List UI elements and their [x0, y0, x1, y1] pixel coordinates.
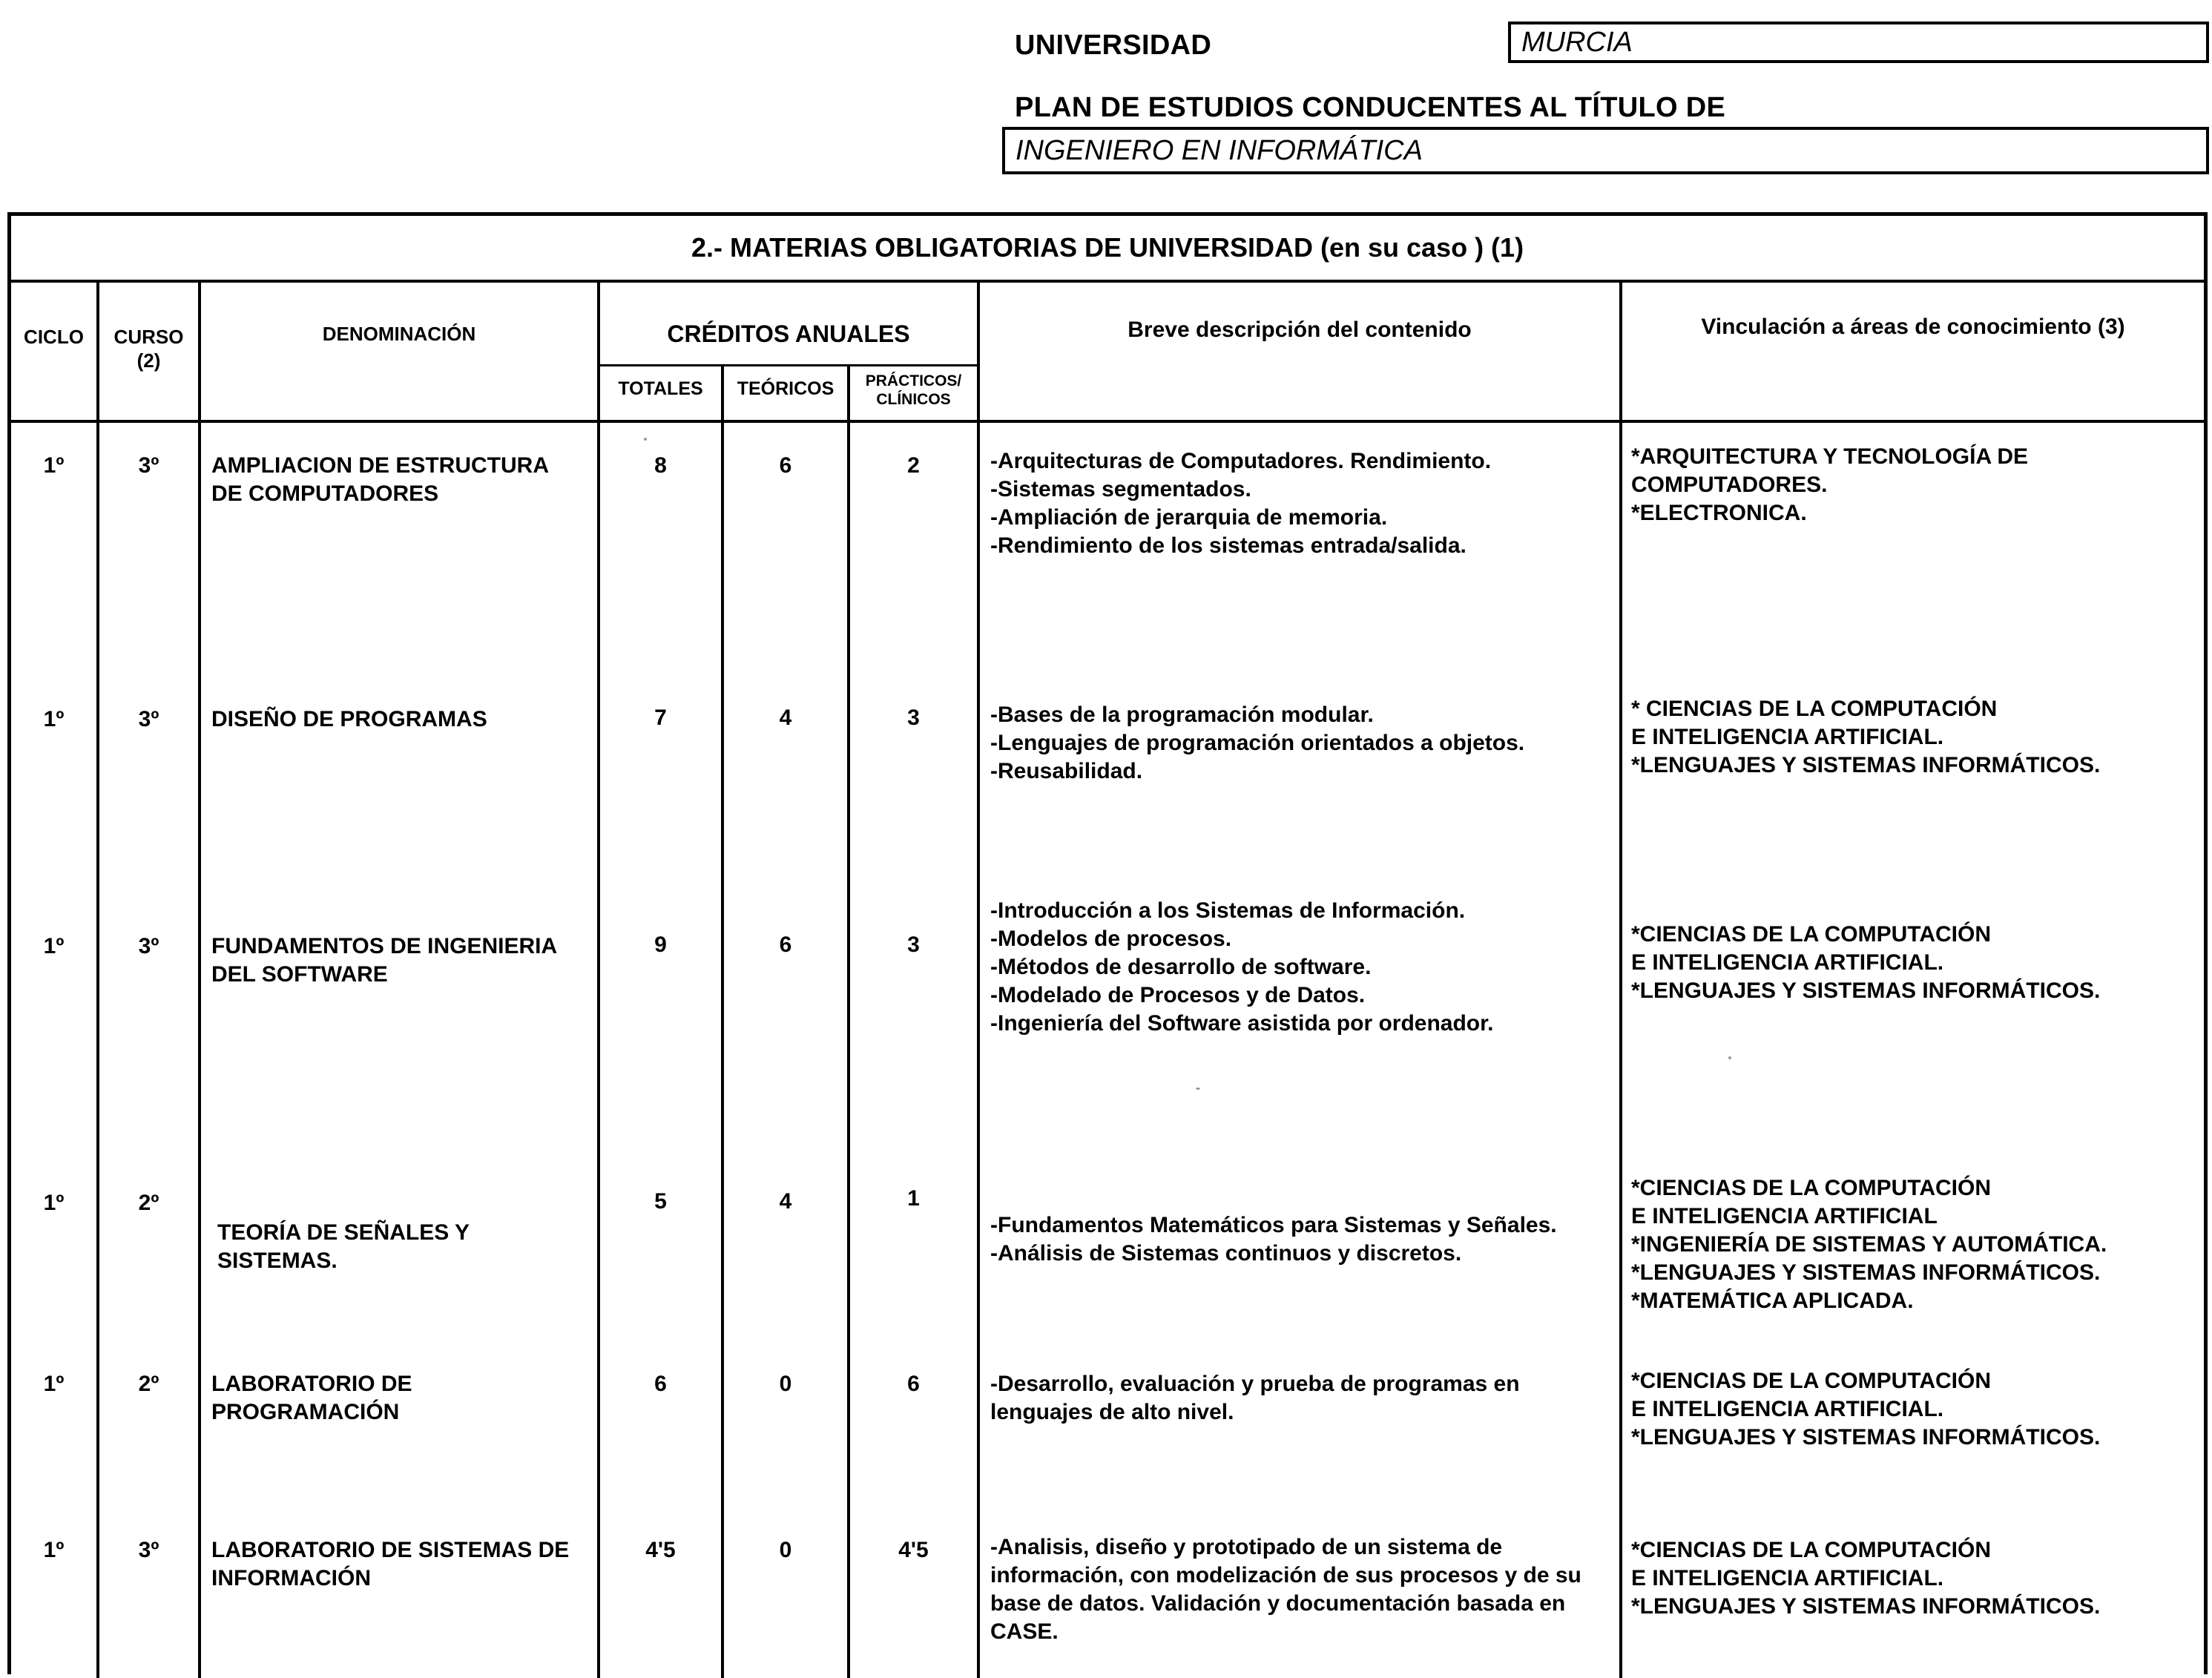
row5-denominacion: LABORATORIO DE PROGRAMACIÓN — [211, 1372, 412, 1424]
row1-vinculacion: *ARQUITECTURA Y TECNOLOGÍA DE COMPUTADORES. *ELECTRONICA. — [1631, 444, 2029, 525]
row3-totales: 9 — [654, 932, 667, 957]
rule-header-bottom — [11, 420, 2204, 423]
row1-practicos: 2 — [907, 453, 920, 478]
row2-ciclo: 1º — [43, 707, 65, 731]
plan-field — [1002, 127, 2209, 174]
header-ciclo: CICLO — [24, 326, 84, 348]
materias-table — [7, 212, 2208, 1674]
row1-teoricos: 6 — [779, 453, 792, 478]
row2-denominacion: DISEÑO DE PROGRAMAS — [211, 707, 487, 731]
row2-practicos: 3 — [907, 705, 920, 730]
rule-descripcion-vinculacion — [1619, 283, 1622, 1678]
rule-teoricos-practicos — [847, 364, 850, 1678]
row6-ciclo: 1º — [43, 1538, 65, 1562]
rule-denominacion-creditos — [597, 283, 600, 1678]
row4-descripcion: -Fundamentos Matemáticos para Sistemas y Señales. -Análisis de Sistemas continuos y discretos. — [990, 1213, 1557, 1266]
row2-totales: 7 — [654, 705, 667, 730]
header-teoricos: TEÓRICOS — [737, 378, 835, 399]
rule-creditos-descripcion — [977, 283, 980, 1678]
row5-descripcion: -Desarrollo, evaluación y prueba de programas en lenguajes de alto nivel. — [990, 1372, 1520, 1424]
row6-descripcion: -Analisis, diseño y prototipado de un sistema de información, con modelización de sus procesos y de su base de datos. Validación y documentación basada en CASE. — [990, 1535, 1581, 1644]
row5-vinculacion: *CIENCIAS DE LA COMPUTACIÓN E INTELIGENCIA ARTIFICIAL. *LENGUAJES Y SISTEMAS INFORMÁTICOS. — [1631, 1369, 2101, 1450]
rule-creditos-subheader — [597, 364, 980, 366]
rule-curso-denominacion — [198, 283, 201, 1678]
row2-curso: 3º — [138, 707, 159, 731]
universidad-field — [1508, 22, 2209, 63]
row5-teoricos: 0 — [779, 1372, 792, 1396]
row4-ciclo: 1º — [43, 1191, 65, 1215]
row3-teoricos: 6 — [779, 932, 792, 957]
header-totales: TOTALES — [618, 378, 703, 399]
universidad-label: UNIVERSIDAD — [1015, 30, 1212, 61]
row6-denominacion: LABORATORIO DE SISTEMAS DE INFORMACIÓN — [211, 1538, 570, 1590]
row1-descripcion: -Arquitecturas de Computadores. Rendimiento. -Sistemas segmentados. -Ampliación de jerarquia de memoria. -Rendimiento de los sistemas entrada/salida. — [990, 449, 1492, 558]
row3-ciclo: 1º — [43, 934, 65, 958]
row2-descripcion: -Bases de la programación modular. -Lenguajes de programación orientados a objetos. -Reusabilidad. — [990, 703, 1525, 783]
plan-label: PLAN DE ESTUDIOS CONDUCENTES AL TÍTULO DE — [1015, 92, 1726, 123]
row6-curso: 3º — [138, 1538, 159, 1562]
header-creditos: CRÉDITOS ANUALES — [667, 320, 910, 347]
header-curso: CURSO — [113, 326, 184, 348]
row4-practicos: 1 — [907, 1186, 920, 1211]
header-curso-note: (2) — [136, 349, 161, 372]
row3-denominacion: FUNDAMENTOS DE INGENIERIA DEL SOFTWARE — [211, 934, 558, 987]
row5-curso: 2º — [138, 1372, 159, 1396]
row5-totales: 6 — [654, 1372, 667, 1396]
row1-ciclo: 1º — [43, 453, 65, 478]
row4-denominacion: TEORÍA DE SEÑALES Y SISTEMAS. — [217, 1220, 470, 1273]
row1-denominacion: AMPLIACION DE ESTRUCTURA DE COMPUTADORES — [211, 453, 549, 506]
row3-vinculacion: *CIENCIAS DE LA COMPUTACIÓN E INTELIGENCIA ARTIFICIAL. *LENGUAJES Y SISTEMAS INFORMÁTICOS. — [1631, 922, 2101, 1003]
table-title: 2.- MATERIAS OBLIGATORIAS DE UNIVERSIDAD (en su caso ) (1) — [11, 216, 2204, 283]
row4-teoricos: 4 — [779, 1189, 792, 1214]
row6-teoricos: 0 — [779, 1538, 792, 1562]
row3-curso: 3º — [138, 934, 159, 958]
header-vinculacion: Vinculación a áreas de conocimiento (3) — [1701, 315, 2125, 339]
scan-speck — [644, 438, 647, 441]
row2-teoricos: 4 — [779, 705, 792, 730]
row4-vinculacion: *CIENCIAS DE LA COMPUTACIÓN E INTELIGENCIA ARTIFICIAL *INGENIERÍA DE SISTEMAS Y AUTOMÁTICA. *LENGUAJES Y SISTEMAS INFORMÁTICOS. *MATEMÁTICA APLICADA. — [1631, 1176, 2107, 1313]
row6-vinculacion: *CIENCIAS DE LA COMPUTACIÓN E INTELIGENCIA ARTIFICIAL. *LENGUAJES Y SISTEMAS INFORMÁTICOS. — [1631, 1538, 2101, 1619]
plan-value: INGENIERO EN INFORMÁTICA — [1016, 135, 1423, 166]
row6-totales: 4'5 — [645, 1538, 676, 1562]
row1-totales: 8 — [654, 453, 667, 478]
header-practicos: PRÁCTICOS/ CLÍNICOS — [865, 372, 962, 408]
row6-practicos: 4'5 — [898, 1538, 929, 1562]
row3-practicos: 3 — [907, 932, 920, 957]
row5-ciclo: 1º — [43, 1372, 65, 1396]
row5-practicos: 6 — [907, 1372, 920, 1396]
row4-curso: 2º — [138, 1191, 159, 1215]
scan-speck — [1196, 1088, 1200, 1090]
universidad-value: MURCIA — [1521, 27, 1633, 58]
row3-descripcion: -Introducción a los Sistemas de Información. -Modelos de procesos. -Métodos de desarrollo de software. -Modelado de Procesos y de Datos. -Ingeniería del Software asistida por ordenador. — [990, 898, 1494, 1036]
rule-ciclo-curso — [96, 283, 99, 1678]
row1-curso: 3º — [138, 453, 159, 478]
scan-speck — [1728, 1056, 1731, 1059]
row2-vinculacion: * CIENCIAS DE LA COMPUTACIÓN E INTELIGENCIA ARTIFICIAL. *LENGUAJES Y SISTEMAS INFORMÁTICOS. — [1631, 697, 2101, 777]
header-descripcion: Breve descripción del contenido — [1128, 317, 1472, 342]
row4-totales: 5 — [654, 1189, 667, 1214]
rule-totales-teoricos — [721, 364, 724, 1678]
header-denominacion: DENOMINACIÓN — [322, 323, 476, 345]
